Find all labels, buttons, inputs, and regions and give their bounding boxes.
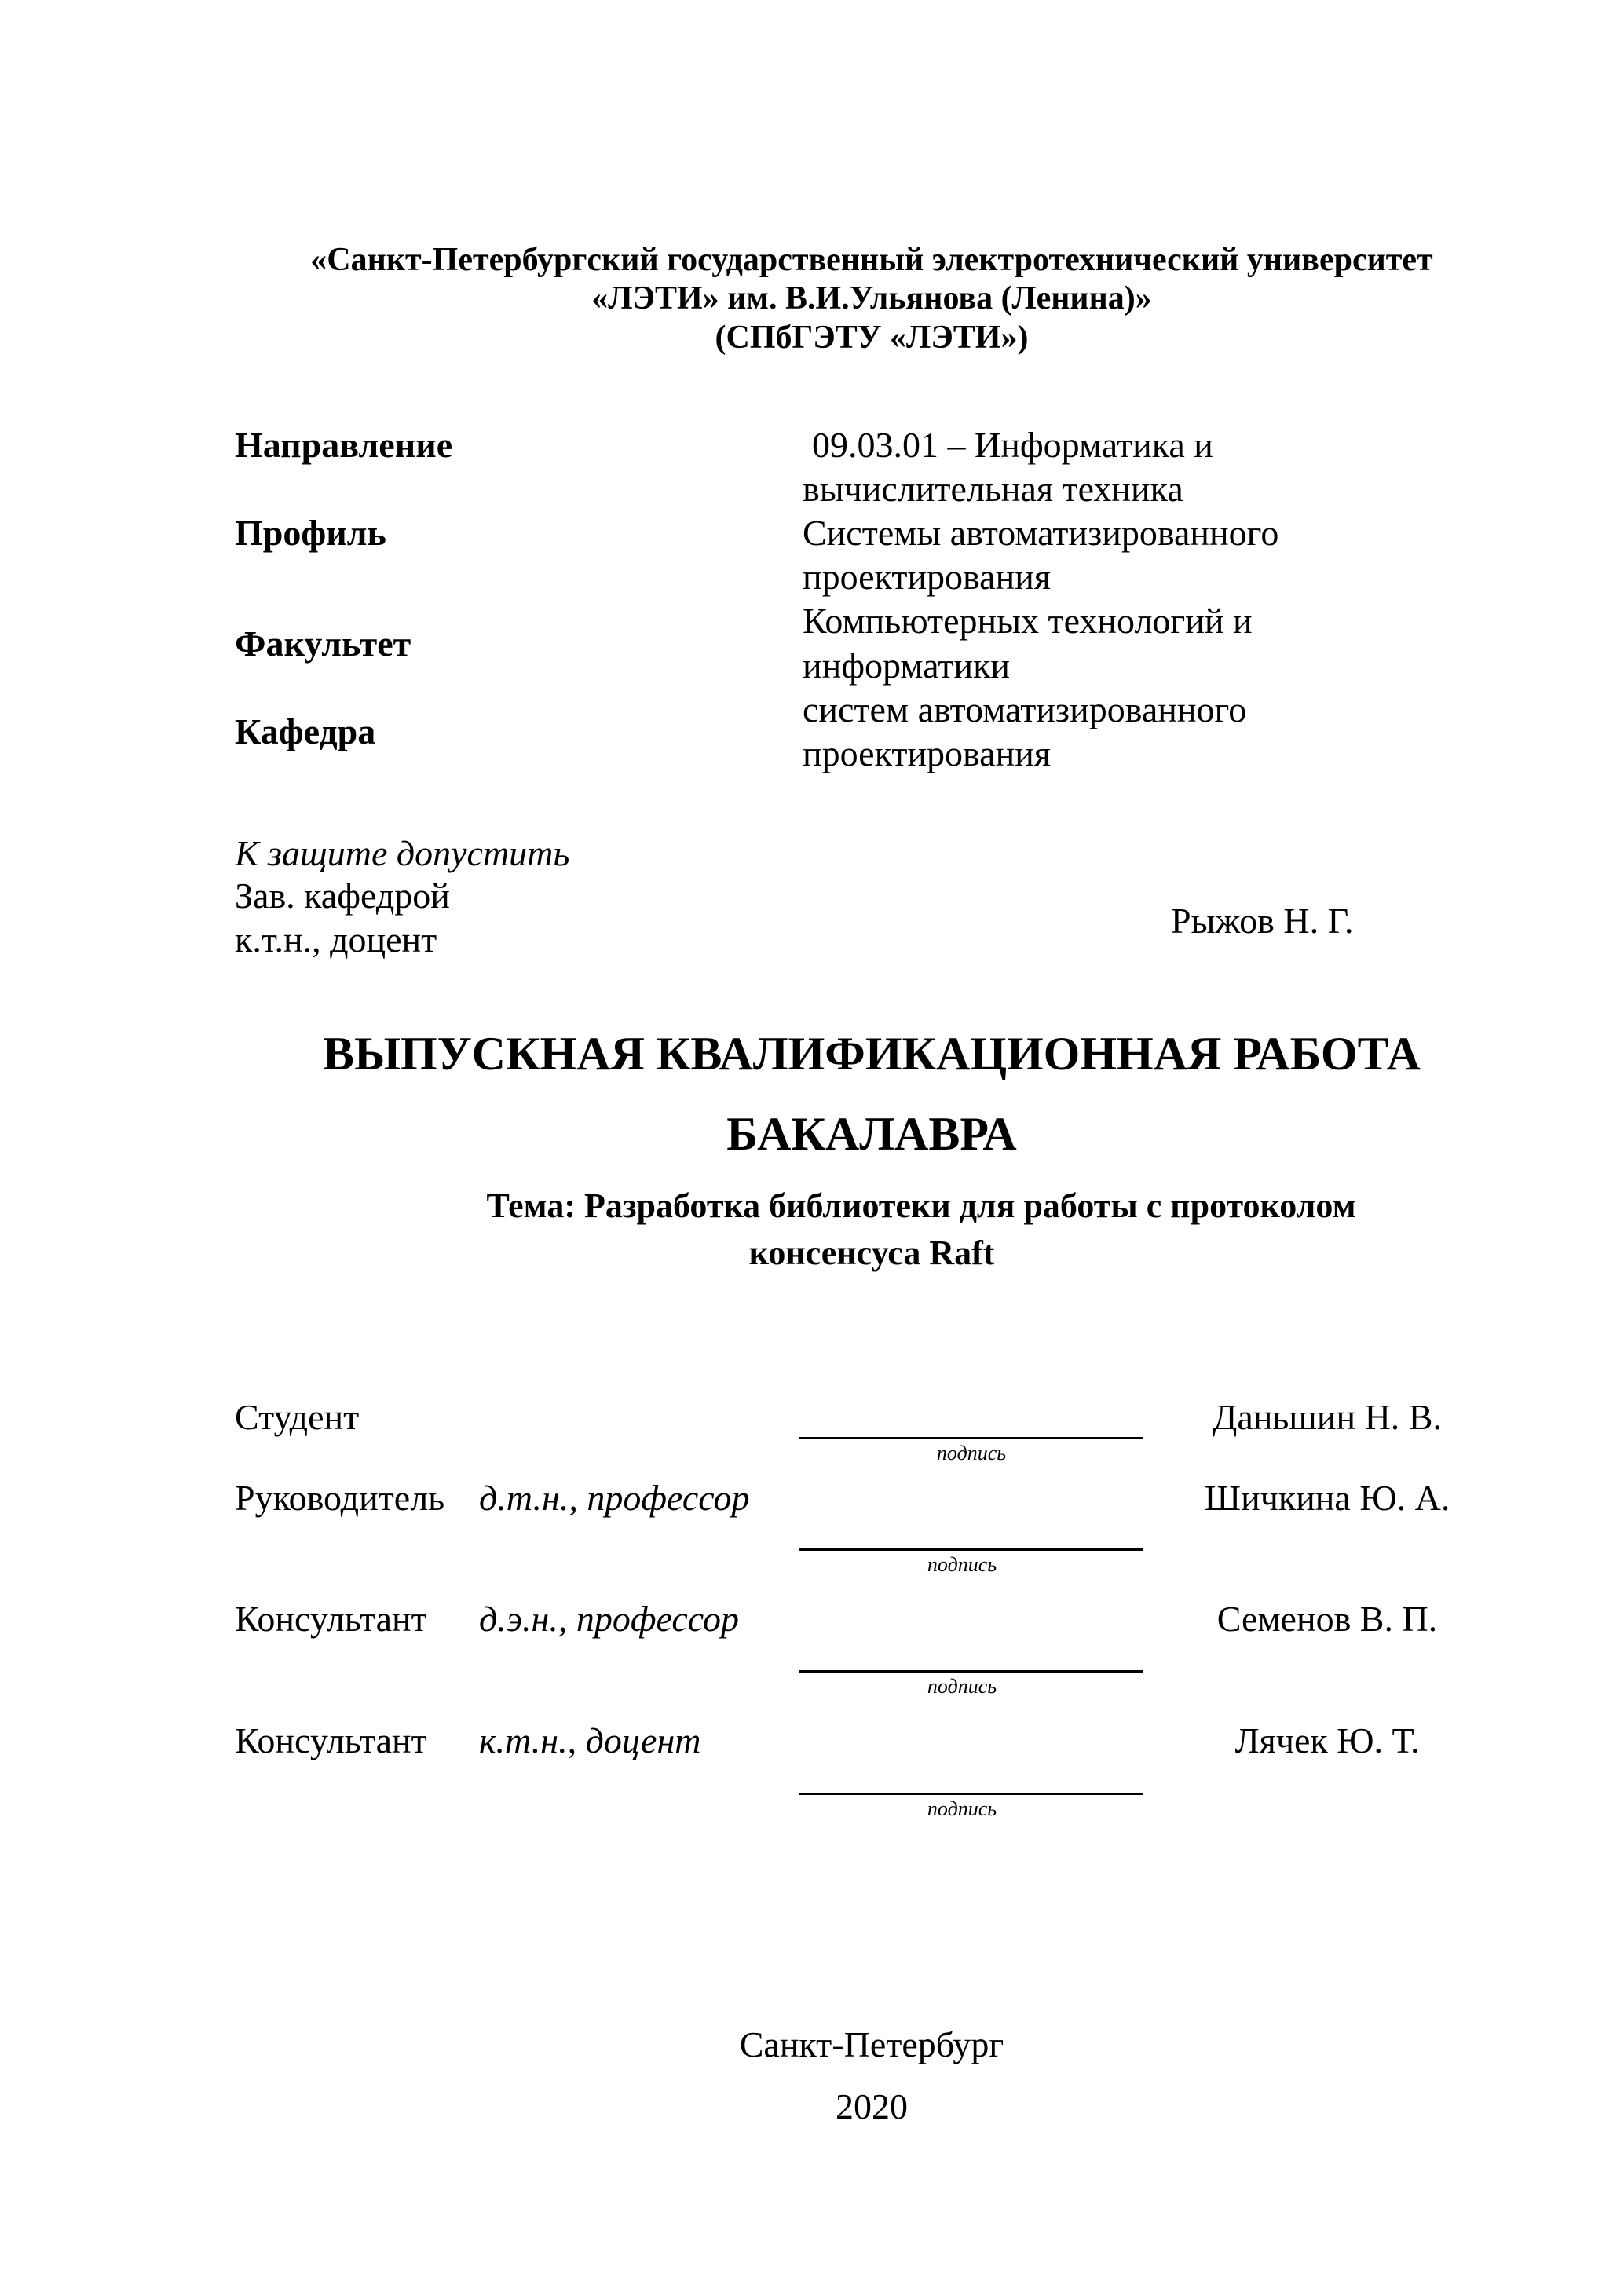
signature-rank: д.т.н., профессор (479, 1478, 750, 1518)
signature-name: Шичкина Ю. А. (1204, 1478, 1450, 1518)
signature-caption: подпись (927, 1675, 997, 1698)
value-profile-2: проектирования (803, 557, 1051, 597)
university-abbreviation: (СПбГЭТУ «ЛЭТИ») (715, 320, 1029, 356)
title-line2: БАКАЛАВРА (726, 1108, 1017, 1160)
label-department: Кафедра (235, 711, 376, 751)
signature-rank: д.э.н., профессор (479, 1599, 740, 1639)
value-faculty-2: информатики (803, 645, 1011, 686)
footer-year: 2020 (836, 2086, 908, 2126)
title-line1: ВЫПУСКНАЯ КВАЛИФИКАЦИОННАЯ РАБОТА (323, 1028, 1421, 1080)
university-name-line1: «Санкт-Петербургский государственный электротехнический университет (310, 242, 1433, 278)
approval-name: Рыжов Н. Г. (1171, 901, 1354, 941)
signature-caption: подпись (936, 1442, 1007, 1464)
value-department-1: систем автоматизированного (803, 689, 1247, 729)
signature-role: Студент (235, 1397, 360, 1437)
approval-position: Зав. кафедрой (235, 876, 450, 916)
theme-line1: Тема: Разработка библиотеки для работы с протоколом (486, 1186, 1356, 1225)
approval-caption: К защите допустить (235, 833, 570, 873)
signature-name: Даньшин Н. В. (1213, 1397, 1442, 1437)
signature-line (799, 1548, 1143, 1551)
signature-name: Семенов В. П. (1216, 1599, 1438, 1639)
signature-line (799, 1793, 1143, 1795)
signature-rank: к.т.н., доцент (479, 1720, 701, 1760)
label-direction: Направление (235, 425, 453, 465)
signature-line (799, 1437, 1143, 1439)
signature-caption: подпись (927, 1553, 997, 1576)
approval-degree: к.т.н., доцент (235, 919, 437, 960)
value-direction-2: вычислительная техника (803, 469, 1183, 509)
signature-line (799, 1670, 1143, 1673)
signature-name: Лячек Ю. Т. (1234, 1720, 1420, 1760)
value-faculty-1: Компьютерных технологий и (803, 601, 1253, 641)
signature-caption: подпись (927, 1797, 997, 1820)
label-faculty: Факультет (235, 623, 411, 664)
theme-line2: консенсуса Raft (748, 1234, 995, 1272)
label-profile: Профиль (235, 513, 386, 553)
value-department-2: проектирования (803, 733, 1051, 773)
value-profile-1: Системы автоматизированного (803, 513, 1279, 553)
signature-role: Консультант (235, 1599, 427, 1639)
signature-role: Консультант (235, 1720, 427, 1760)
footer-city: Санкт-Петербург (739, 2024, 1004, 2064)
signature-role: Руководитель (235, 1478, 445, 1518)
university-name-line2: «ЛЭТИ» им. В.И.Ульянова (Ленина)» (591, 280, 1152, 316)
value-direction-1: 09.03.01 – Информатика и (812, 425, 1213, 465)
